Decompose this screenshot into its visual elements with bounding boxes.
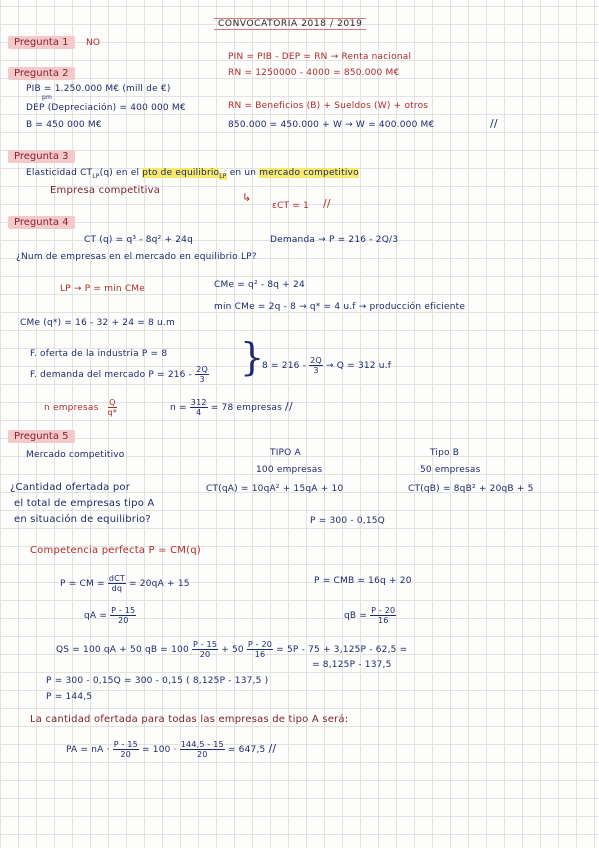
pib-line: PIB = 1.250.000 M€ (mill de €)	[26, 84, 171, 94]
pregunta-1-answer: NO	[86, 38, 101, 48]
qb-left: qB =	[344, 611, 368, 621]
check-mark-3: //	[285, 400, 293, 413]
rn-value: RN = 1250000 - 4000 = 850.000 M€	[228, 68, 400, 78]
qs-line-2: = 8,125P - 137,5	[312, 660, 392, 670]
answer-arrow: ↳	[242, 191, 252, 204]
dep-line: DEP (Depreciación) = 400 000 M€	[26, 103, 186, 113]
elasticidad-text: Elasticidad	[26, 168, 78, 178]
lp-condition: LP → P = min CMe	[60, 284, 146, 294]
pin-formula: PIN = PIB - DEP = RN → Renta nacional	[228, 52, 412, 62]
demanda-text: F. demanda del mercado P = 216 -	[30, 370, 193, 380]
tipo-b-title: Tipo B	[430, 448, 460, 458]
rn-decomposition: RN = Beneficios (B) + Sueldos (W) + otros	[228, 101, 429, 111]
oferta-industria: F. oferta de la industria P = 8	[30, 349, 168, 359]
question-5-l2: el total de empresas tipo A	[14, 498, 155, 509]
check-mark: //	[490, 117, 498, 130]
frac-final-1: $\frac{P - 15}{20}$	[113, 740, 138, 759]
frac-2q-3-b: $\frac{2Q}{3}$	[310, 356, 322, 375]
w-solution: 850.000 = 450.000 + W → W = 400.000 M€	[228, 120, 435, 130]
equilibrium-price: P = 144,5	[46, 692, 93, 702]
cme-function: CMe = q² - 8q + 24	[214, 280, 305, 290]
sol-right: → Q = 312 u.f	[326, 361, 392, 371]
ct-text: CT	[80, 168, 93, 178]
qa-left: qA =	[84, 611, 108, 621]
competencia-perfecta: Competencia perfecta P = CM(q)	[30, 545, 201, 556]
frac-qs-b: $\frac{P - 20}{16}$	[247, 640, 273, 659]
equilibrium-eq: P = 300 - 0,15Q = 300 - 0,15 ( 8,125P - 137,5 )	[46, 676, 269, 686]
question-4: ¿Num de empresas en el mercado en equilibrio LP?	[16, 252, 257, 262]
page-title: CONVOCATORIA 2018 / 2019	[214, 18, 366, 30]
b-line: B = 450 000 M€	[26, 120, 102, 130]
q-en-el: (q) en el	[99, 168, 140, 178]
tipo-a-title: TIPO A	[270, 448, 301, 458]
lp-sub-2: LP	[219, 172, 227, 180]
demanda-mercado	[30, 365, 209, 384]
en-un: en un	[229, 168, 257, 178]
conclusion-text: La cantidad ofertada para todas las empresas de tipo A será:	[30, 714, 349, 725]
pb-derivation: P = CMB = 16q + 20	[314, 576, 412, 586]
qs-mid: + 50	[221, 645, 244, 655]
n-eq-left: n =	[170, 403, 187, 413]
ct-function: CT (q) = q³ - 8q² + 24q	[84, 235, 194, 245]
question-5-l3: en situación de equilibrio?	[14, 514, 151, 525]
qs-left: QS = 100 qA + 50 qB = 100	[56, 645, 189, 655]
frac-q-qstar: $\frac{Q}{q*}$	[107, 398, 118, 417]
system-solution	[262, 356, 391, 375]
pa-derivation	[60, 574, 190, 593]
cme-at-q: CMe (q*) = 16 - 32 + 24 = 8 u.m	[20, 318, 175, 328]
ct-tipo-b: CT(qB) = 8qB² + 20qB + 5	[408, 484, 534, 494]
frac-312-4: $\frac{312}{4}$	[190, 398, 207, 417]
lp-sub: LP	[92, 172, 100, 180]
check-mark-4: //	[268, 742, 277, 755]
final-right: = 647,5	[227, 745, 266, 755]
final-mid: = 100 ·	[141, 745, 177, 755]
qs-line-1	[56, 640, 407, 659]
check-mark-2: //	[323, 197, 331, 210]
pa-left: P = CM =	[60, 579, 105, 589]
frac-qa: $\frac{P - 15}{20}$	[111, 606, 136, 625]
question-5-l1: ¿Cantidad ofertada por	[10, 482, 131, 493]
pto-equilibrio: pto de equilibrio	[142, 168, 220, 178]
pib-sub: pm	[42, 94, 53, 101]
pregunta-3-label: Pregunta 3	[8, 150, 75, 163]
tipo-b-count: 50 empresas	[420, 465, 481, 475]
n-empresas-text: n empresas	[44, 403, 99, 413]
elasticity-answer	[272, 201, 309, 212]
pregunta-4-label: Pregunta 4	[8, 216, 75, 229]
n-eq-right: = 78 empresas	[210, 403, 282, 413]
qb-supply	[344, 606, 396, 625]
mercado-competitivo: mercado competitivo	[259, 168, 359, 178]
pa-right: = 20qA + 15	[129, 579, 190, 589]
final-left: PA = nA ·	[66, 745, 110, 755]
ct-tipo-a: CT(qA) = 10qA² + 15qA + 10	[206, 484, 344, 494]
empresa-competitiva: Empresa competitiva	[50, 185, 161, 196]
frac-final-2: $\frac{144,5 - 15}{20}$	[180, 740, 224, 759]
pregunta-1-label: Pregunta 1	[8, 36, 75, 49]
pregunta-5-label: Pregunta 5	[8, 430, 75, 443]
qs-right: = 5P - 75 + 3,125P - 62,5 =	[276, 645, 408, 655]
system-brace: }	[240, 335, 265, 379]
n-empresas-result	[170, 398, 293, 417]
pregunta-2-label: Pregunta 2	[8, 67, 75, 80]
frac-qb: $\frac{P - 20}{16}$	[371, 606, 396, 625]
elasticidad-line	[26, 168, 359, 182]
mercado-competitivo-5: Mercado competitivo	[26, 450, 125, 460]
n-empresas-formula	[44, 398, 117, 417]
frac-dct-dq: $\frac{\text{dCT}}{dq}$	[108, 574, 125, 593]
p-demand-5: P = 300 - 0,15Q	[310, 516, 385, 526]
elasticity-eq: εCT = 1	[272, 201, 310, 211]
demand-function: Demanda → P = 216 - 2Q/3	[270, 235, 399, 245]
sol-left: 8 = 216 -	[262, 361, 307, 371]
min-cme: min CMe = 2q - 8 → q* = 4 u.f → producción eficiente	[214, 302, 466, 312]
tipo-a-count: 100 empresas	[256, 465, 323, 475]
frac-2q-3: $\frac{2Q}{3}$	[196, 365, 208, 384]
qa-supply	[84, 606, 136, 625]
frac-qs-a: $\frac{P - 15}{20}$	[192, 640, 218, 659]
final-result	[66, 740, 276, 759]
